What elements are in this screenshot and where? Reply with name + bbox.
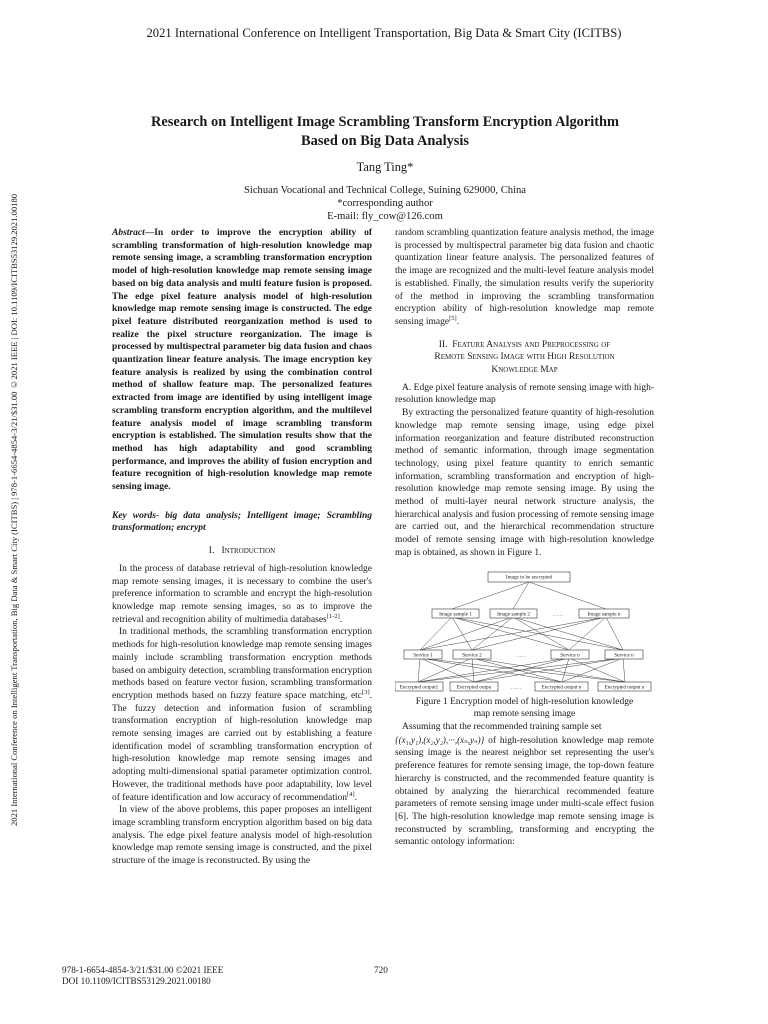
output-label-n: Encrypted output n bbox=[541, 683, 582, 690]
output-label-2: Encrypted outpu bbox=[456, 683, 492, 690]
corresponding-note: *corresponding author bbox=[337, 198, 433, 209]
sample-ellipsis: …… bbox=[552, 610, 564, 617]
sample-label-2: Image sample 2 bbox=[497, 610, 530, 617]
subsection-a-heading: A. Edge pixel feature analysis of remote sensing image with high-resolution knowledge map bbox=[395, 382, 654, 406]
figure-1-svg bbox=[395, 564, 654, 694]
output-label-n2: Encrypted output n bbox=[604, 683, 645, 690]
paper-title-line2: Based on Big Data Analysis bbox=[301, 133, 469, 149]
title-block bbox=[80, 113, 690, 223]
abstract-label: Abstract bbox=[112, 228, 145, 238]
abstract-text: —In order to improve the encryption ability of scrambling transformation of high-resolution knowledge map remote sensing image, a scrambling transformation encryption model of high-resolution knowledge map remote sensing image based on big data analysis and multi feature fusion is proposed. The edge pixel feature analysis model of high-resolution knowledge map remote sensing image is constructed. The edge pixel feature distributed reorganization method is used to realize the pixel structure reorganization. The image is processed by multispectral parameter big data fusion and chaos quantization linear feature analysis. The image encryption key feature analysis is realized by using the combination control method of shallow feature map. The personalized features extracted from image are identified by using intelligent image scrambling transform encryption algorithm, and the multilevel feature analysis model of image scrambling transform encryption is established. The simulation results show that the method has high adaptability and good scrambling performance, and improves the ability of fusion encryption and feature recognition of high-resolution knowledge map remote sensing image. bbox=[112, 228, 372, 493]
section-2-heading: II. Feature Analysis and Preprocessing of Remote Sensing Image with High Resolution Knowledge Map bbox=[434, 339, 615, 376]
author-email: E-mail: fly_cow@126.com bbox=[327, 211, 443, 222]
output-label-1: Encrypted output1 bbox=[399, 683, 439, 690]
keywords: Key words- big data analysis; Intelligent image; Scrambling transformation; encrypt bbox=[112, 510, 372, 534]
output-ellipsis: …… bbox=[510, 683, 522, 690]
section-2-paragraph-2: Assuming that the recommended training sample set {(x₁,y₁),(x₂,y₂),···,(xₙ,yₙ)} of high-resolution knowledge map remote sensing image is the nearest neighbor set representing the user's preference features for remote sensing image, the top-down feature hierarchy is constructed, and the recommended feature quantity is obtained by analyzing the hierarchical recommended feature parameters of remote sensing image under multi-scale effect fusion [6]. The high-resolution knowledge map remote sensing image is reconstructed by scrambling, transforming and encrypting the semantic ontology information: bbox=[395, 721, 655, 848]
intro-paragraph-2: In traditional methods, the scrambling transformation encryption methods for high-resolution knowledge map remote sensing images mainly include scrambling transformation encryption methods based on ambiguity detection, scrambling transformation encryption methods based on feature vector fusion, scrambling transformation encryption methods based on fuzzy feature space matching, etc[3]. The fuzzy detection and information fusion of scrambling transformation encryption of high-resolution knowledge map remote sensing images are carried out by establishing a feature identification model of scrambling transformation encryption of high-resolution knowledge map remote sensing images and adopting multi-dimensional spatial parameter optimization control. However, the traditional methods have poor adaptability, low level of feature identification and low accuracy of recommendation[4]. bbox=[112, 627, 372, 803]
page-number: 720 bbox=[374, 965, 388, 975]
intro-paragraph-1: In the process of database retrieval of high-resolution knowledge map remote sensing images, it is necessary to combine the user's preference information to scramble and encrypt the high-resolution knowledge map remote sensing images, so as to improve the retrieval and recognition ability of multimedia databases[1-2]. bbox=[112, 563, 372, 625]
affiliation: Sichuan Vocational and Technical College, Suining 629000, China bbox=[243, 185, 526, 196]
section-1-heading: I. Introduction bbox=[208, 546, 276, 557]
figure-1-caption: Figure 1 Encryption model of high-resolution knowledge map remote sensing image bbox=[415, 696, 634, 720]
service-ellipsis: …… bbox=[515, 651, 527, 658]
intro-paragraph-3: In view of the above problems, this paper proposes an intelligent image scrambling transform encryption algorithm based on big data analysis. The edge pixel feature analysis model of high-resolution knowledge map remote sensing image is constructed, and the pixel structure of the image is reconstructed. By using the bbox=[112, 805, 372, 867]
paper-title-line1: Research on Intelligent Image Scrambling Transform Encryption Algorithm bbox=[150, 114, 620, 130]
side-margin-citation: 2021 International Conference on Intelligent Transportation, Big Data & Smart City (ICITBS) | 978-1-6654-4854-3/21/$31.00 ©2021 IEEE | DOI: 10.1109/ICITBS53129.2021.00180 bbox=[9, 193, 19, 827]
service-label-n2: Service n bbox=[614, 651, 634, 658]
sample-set-formula: {(x₁,y₁),(x₂,y₂),···,(xₙ,yₙ)} bbox=[395, 734, 485, 745]
right-column bbox=[395, 227, 654, 849]
service-label-1: Service 1 bbox=[413, 651, 433, 658]
left-column bbox=[112, 227, 372, 868]
footer-doi: DOI 10.1109/ICITBS53129.2021.00180 bbox=[62, 976, 211, 986]
abstract bbox=[112, 227, 372, 494]
connector-lines bbox=[418, 582, 625, 682]
sample-label-1: Image sample 1 bbox=[439, 610, 472, 617]
top-box-label: Image to be encrypted bbox=[505, 574, 553, 581]
footer-isbn: 978-1-6654-4854-3/21/$31.00 ©2021 IEEE bbox=[62, 965, 224, 975]
author-name: Tang Ting* bbox=[356, 160, 414, 174]
intro-paragraph-continued: random scrambling quantization feature analysis method, the image is processed by multispectral parameter big data fusion and chaotic quantization linear feature analysis. The personalized features of the image are recognized and the multi-level feature analysis model is established. Finally, the simulation results verify the superiority of the method in improving the scrambling transformation encryption ability of high-resolution knowledge map remote sensing image[5]. bbox=[395, 228, 654, 327]
service-label-2: Service 2 bbox=[462, 651, 482, 658]
figure-1-diagram bbox=[395, 564, 654, 694]
footer-identifiers bbox=[62, 965, 223, 987]
sample-label-n: Image sample n bbox=[587, 610, 621, 617]
section-2-paragraph-1: By extracting the personalized feature quantity of high-resolution knowledge map remote sensing image, using edge pixel information reorganization and feature distributed reconstruction method of semantic information, through image segmentation technology, using pixel feature quantity to enrich semantic information, scrambling transformation and encryption of high-resolution knowledge map remote sensing image. By using the method of multi-layer neural network structure analysis, the hierarchical analysis and fusion processing of remote sensing image are carried out, and the hierarchical recommendation structure model of remote sensing image with high-resolution knowledge map is obtained, as shown in Figure 1. bbox=[395, 408, 654, 558]
conference-header: 2021 International Conference on Intelligent Transportation, Big Data & Smart City (ICITBS) bbox=[146, 26, 622, 40]
service-label-n: Service n bbox=[560, 651, 580, 658]
